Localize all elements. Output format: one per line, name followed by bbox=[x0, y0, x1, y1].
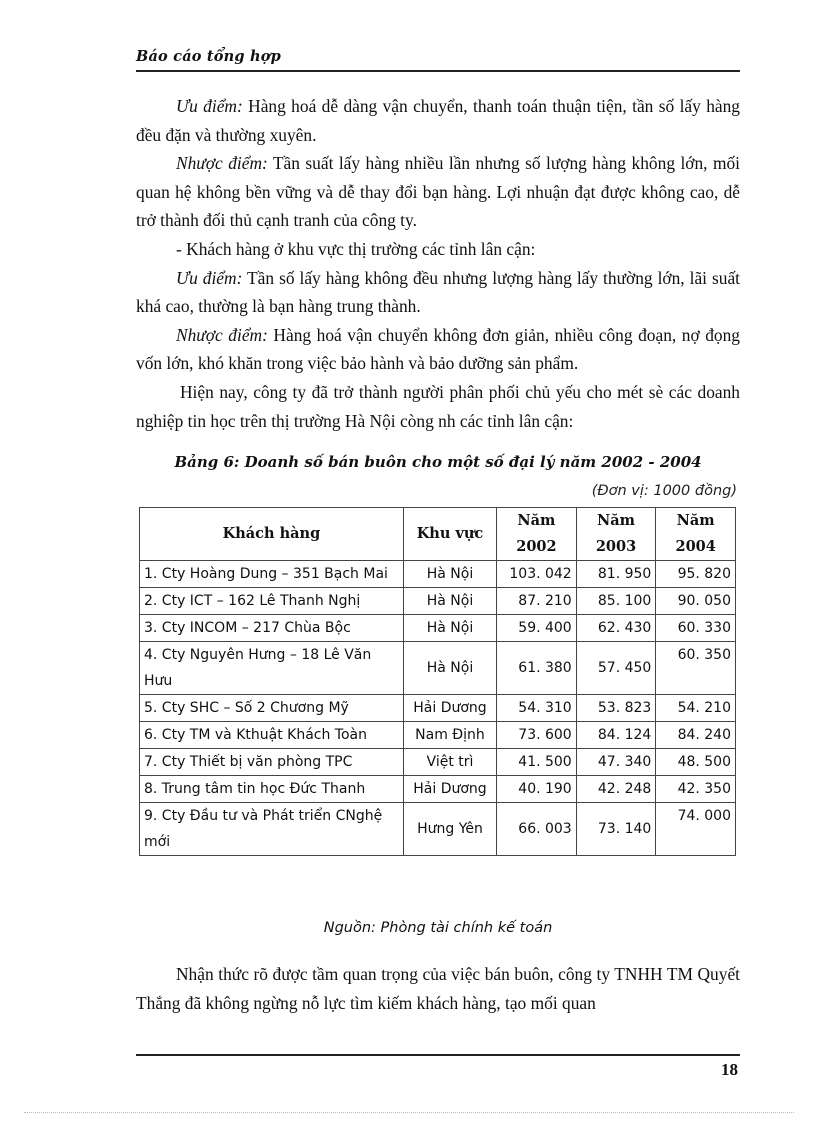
footer-divider bbox=[136, 1054, 740, 1056]
cell-client: 4. Cty Nguyên Hưng – 18 Lê Văn Hưu bbox=[140, 642, 404, 695]
table-row bbox=[140, 561, 736, 588]
disadvantage-paragraph-1 bbox=[136, 149, 740, 235]
cell-2004: 54. 210 bbox=[656, 695, 736, 722]
advantage-paragraph-2 bbox=[136, 264, 740, 321]
table-row bbox=[140, 615, 736, 642]
cell-area: Hải Dương bbox=[403, 695, 496, 722]
cell-2003: 47. 340 bbox=[576, 749, 656, 776]
table-source: Nguồn: Phòng tài chính kế toán bbox=[323, 920, 553, 936]
cell-area: Hà Nội bbox=[403, 588, 496, 615]
cell-area: Hưng Yên bbox=[403, 803, 496, 856]
page-number: 18 bbox=[721, 1060, 738, 1079]
cell-2004: 84. 240 bbox=[656, 722, 736, 749]
cell-2002: 66. 003 bbox=[497, 803, 577, 856]
advantage-label: Ưu điểm: bbox=[176, 267, 243, 288]
table-row bbox=[140, 776, 736, 803]
header-2002: Năm 2002 bbox=[497, 508, 577, 561]
cell-2004: 95. 820 bbox=[656, 561, 736, 588]
cell-2004: 60. 330 bbox=[656, 615, 736, 642]
table-row bbox=[140, 695, 736, 722]
closing-paragraph: Nhận thức rõ được tầm quan trọng của việc bán buôn, công ty TNHH TM Quyết Thắng đã không ngừng nỗ lực tìm kiếm khách hàng, tạo mối quan bbox=[136, 964, 740, 1013]
cell-client: 7. Cty Thiết bị văn phòng TPC bbox=[140, 749, 404, 776]
cell-2003: 73. 140 bbox=[576, 803, 656, 856]
advantage-text: Hàng hoá dễ dàng vận chuyển, thanh toán thuận tiện, tần số lấy hàng đều đặn và thường xuyên. bbox=[136, 96, 740, 145]
disadvantage-text: Hàng hoá vận chuyển không đơn giản, nhiều công đoạn, nợ đọng vốn lớn, khó khăn trong việc bảo hành và bảo dưỡng sản phẩm. bbox=[136, 324, 740, 374]
cell-client: 5. Cty SHC – Số 2 Chương Mỹ bbox=[140, 695, 404, 722]
cell-2002: 40. 190 bbox=[497, 776, 577, 803]
cell-client: 3. Cty INCOM – 217 Chùa Bộc bbox=[140, 615, 404, 642]
cell-2004: 60. 350 bbox=[656, 642, 736, 695]
cell-2003: 42. 248 bbox=[576, 776, 656, 803]
intro-section bbox=[136, 92, 740, 435]
cell-2003: 57. 450 bbox=[576, 642, 656, 695]
cell-2002: 103. 042 bbox=[497, 561, 577, 588]
cell-2002: 61. 380 bbox=[497, 642, 577, 695]
cell-2003: 53. 823 bbox=[576, 695, 656, 722]
sales-table bbox=[139, 507, 736, 856]
table-header-row bbox=[140, 508, 736, 561]
cell-2002: 73. 600 bbox=[497, 722, 577, 749]
cell-2003: 85. 100 bbox=[576, 588, 656, 615]
advantage-label: Ưu điểm: bbox=[176, 96, 243, 116]
cell-client: 9. Cty Đầu tư và Phát triển CNghệ mới bbox=[140, 803, 404, 856]
cell-client: 1. Cty Hoàng Dung – 351 Bạch Mai bbox=[140, 561, 404, 588]
cell-2003: 81. 950 bbox=[576, 561, 656, 588]
table-caption: Bảng 6: Doanh số bán buôn cho một số đại lý năm 2002 - 2004 bbox=[174, 453, 702, 471]
table-row bbox=[140, 642, 736, 695]
disadvantage-text: Tần suất lấy hàng nhiều lần nhưng số lượng hàng không lớn, mối quan hệ không bền vững và dễ thay đổi bạn hàng. Lợi nhuận đạt được không cao, dễ trở thành đối thủ cạnh tranh của công ty. bbox=[136, 153, 740, 231]
distribution-paragraph: Hiện nay, công ty đã trở thành người phân phối chủ yếu cho mét sè các doanh nghiệp tin học trên thị trường Hà Nội còng nh các tỉnh lân cận: bbox=[136, 381, 740, 431]
header-2003: Năm 2003 bbox=[576, 508, 656, 561]
header-2004: Năm 2004 bbox=[656, 508, 736, 561]
header-title: Báo cáo tổng hợp bbox=[136, 48, 281, 65]
table-row bbox=[140, 803, 736, 856]
cell-area: Nam Định bbox=[403, 722, 496, 749]
header-area: Khu vực bbox=[403, 508, 496, 561]
cell-2002: 87. 210 bbox=[497, 588, 577, 615]
cell-area: Hải Dương bbox=[403, 776, 496, 803]
cell-area: Hà Nội bbox=[403, 642, 496, 695]
table-unit: (Đơn vị: 1000 đồng) bbox=[591, 483, 737, 499]
cell-2004: 42. 350 bbox=[656, 776, 736, 803]
header-client: Khách hàng bbox=[140, 508, 404, 561]
closing-section bbox=[136, 960, 740, 1017]
cell-2004: 74. 000 bbox=[656, 803, 736, 856]
advantage-text: Tần số lấy hàng không đều nhưng lượng hàng lấy thường lớn, lãi suất khá cao, thường là bạn hàng trung thành. bbox=[136, 267, 740, 317]
cell-2002: 54. 310 bbox=[497, 695, 577, 722]
cell-client: 6. Cty TM và Kthuật Khách Toàn bbox=[140, 722, 404, 749]
table-row bbox=[140, 722, 736, 749]
cell-2002: 41. 500 bbox=[497, 749, 577, 776]
cell-2002: 59. 400 bbox=[497, 615, 577, 642]
cell-2004: 90. 050 bbox=[656, 588, 736, 615]
page-bottom-dotted-line bbox=[24, 1112, 794, 1113]
disadvantage-paragraph-2 bbox=[136, 321, 740, 378]
cell-2004: 48. 500 bbox=[656, 749, 736, 776]
disadvantage-label: Nhược điểm: bbox=[176, 153, 268, 174]
cell-area: Việt trì bbox=[403, 749, 496, 776]
table-row bbox=[140, 749, 736, 776]
cell-area: Hà Nội bbox=[403, 561, 496, 588]
cell-client: 8. Trung tâm tin học Đức Thanh bbox=[140, 776, 404, 803]
bullet-paragraph: - Khách hàng ở khu vực thị trường các tỉnh lân cận: bbox=[176, 238, 536, 259]
advantage-paragraph-1 bbox=[136, 92, 740, 149]
table-row bbox=[140, 588, 736, 615]
cell-2003: 84. 124 bbox=[576, 722, 656, 749]
page-header bbox=[136, 46, 740, 72]
cell-client: 2. Cty ICT – 162 Lê Thanh Nghị bbox=[140, 588, 404, 615]
cell-area: Hà Nội bbox=[403, 615, 496, 642]
disadvantage-label: Nhược điểm: bbox=[176, 324, 268, 345]
cell-2003: 62. 430 bbox=[576, 615, 656, 642]
